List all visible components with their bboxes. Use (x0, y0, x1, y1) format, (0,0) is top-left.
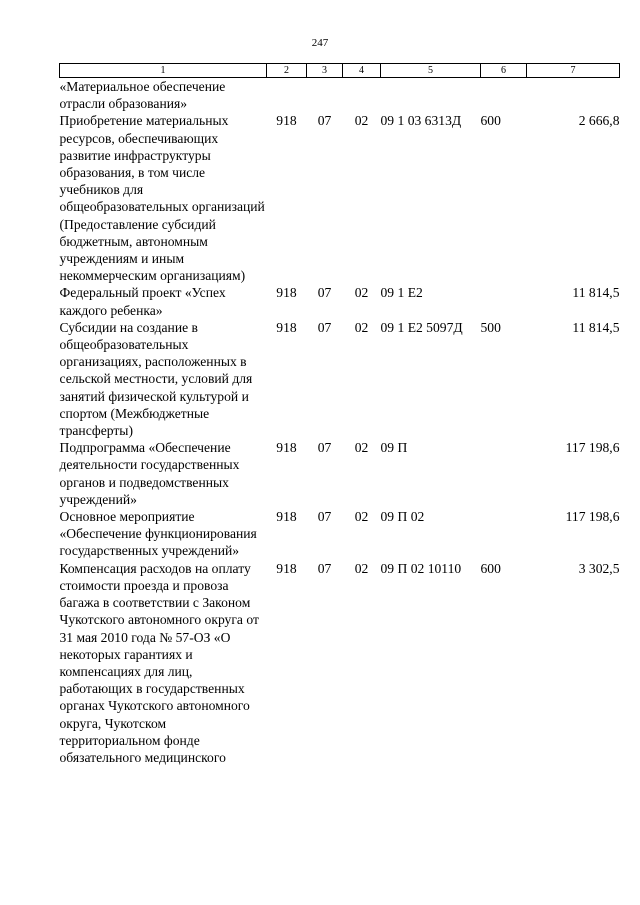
row-subsection-code: 02 (354, 560, 369, 576)
header-col-5: 5 (381, 64, 481, 78)
row-target-code: 09 1 03 6313Д (380, 113, 462, 129)
row-subsection-code: 02 (354, 319, 369, 335)
budget-table (59, 63, 620, 766)
row-section-code: 07 (317, 560, 332, 576)
row-section-code: 07 (317, 319, 332, 335)
table-row (60, 112, 620, 284)
row-name: Основное мероприятие «Обеспечение функционирования государственных учреждений» (59, 509, 257, 559)
row-amount: 11 814,5 (572, 285, 620, 301)
row-target-code: 09 1 Е2 (380, 285, 423, 301)
header-col-1: 1 (60, 64, 267, 78)
row-amount: 117 198,6 (565, 440, 620, 456)
row-ministry-code: 918 (276, 113, 297, 129)
row-expense-type: 600 (480, 113, 501, 129)
table-row (60, 508, 620, 560)
row-subsection-code (343, 78, 381, 113)
row-section-code: 07 (317, 285, 332, 301)
header-col-4: 4 (343, 64, 381, 78)
row-amount: 3 302,5 (578, 560, 620, 576)
row-target-code: 09 П 02 (380, 509, 425, 525)
row-subsection-code: 02 (354, 440, 369, 456)
row-amount: 117 198,6 (565, 509, 620, 525)
row-section-code (307, 78, 343, 113)
header-col-7: 7 (527, 64, 620, 78)
row-target-code: 09 1 Е2 5097Д (380, 319, 463, 335)
row-name: Подпрограмма «Обеспечение деятельности государственных органов и подведомственных учреждений» (59, 440, 240, 507)
header-col-6: 6 (481, 64, 527, 78)
row-expense-type (481, 284, 527, 318)
row-name: Федеральный проект «Успех каждого ребенка» (59, 285, 226, 318)
row-name: Субсидии на создание в общеобразовательных организациях, расположенных в сельской местности, условий для занятий физической культурой и спортом (Межбюджетные трансферты) (59, 319, 253, 439)
row-ministry-code: 918 (276, 440, 297, 456)
header-col-3: 3 (307, 64, 343, 78)
row-target-code (381, 78, 481, 113)
row-amount (527, 78, 620, 113)
row-ministry-code: 918 (276, 560, 297, 576)
row-name: Приобретение материальных ресурсов, обеспечивающих развитие инфраструктуры образования, в том числе учебников для общеобразовательных организаций (Предоставление субсидий бюджетным, автономным учреждениям и иным некоммерческим организациям) (59, 113, 265, 284)
row-expense-type: 500 (480, 319, 501, 335)
table-row (60, 78, 620, 113)
table-row (60, 560, 620, 766)
row-name: Компенсация расходов на оплату стоимости проезда и провоза багажа в соответствии с Законом Чукотского автономного округа от 31 мая 2010 года № 57-ОЗ «О некоторых гарантиях и компенсациях для лиц, работающих в государственных органах Чукотского автономного округа, Чукотском территориальном фонде обязательного медицинского (59, 560, 259, 765)
row-ministry-code: 918 (276, 319, 297, 335)
row-section-code: 07 (317, 509, 332, 525)
row-name: «Материальное обеспечение отрасли образования» (59, 79, 226, 112)
header-col-2: 2 (267, 64, 307, 78)
row-section-code: 07 (317, 440, 332, 456)
row-target-code: 09 П (380, 440, 408, 456)
table-row (60, 439, 620, 508)
row-ministry-code (267, 78, 307, 113)
row-amount: 11 814,5 (572, 319, 620, 335)
row-amount: 2 666,8 (578, 113, 620, 129)
row-subsection-code: 02 (354, 509, 369, 525)
table-row (60, 319, 620, 439)
row-subsection-code: 02 (354, 113, 369, 129)
row-ministry-code: 918 (276, 509, 297, 525)
page-number: 247 (311, 37, 329, 49)
row-subsection-code: 02 (354, 285, 369, 301)
header-row (60, 64, 620, 78)
row-expense-type (481, 508, 527, 560)
row-expense-type (481, 78, 527, 113)
table-body (60, 78, 620, 767)
table-header (60, 64, 620, 78)
table-row (60, 284, 620, 318)
row-section-code: 07 (317, 113, 332, 129)
row-expense-type: 600 (480, 560, 501, 576)
row-target-code: 09 П 02 10110 (380, 560, 462, 576)
row-expense-type (481, 439, 527, 508)
row-ministry-code: 918 (276, 285, 297, 301)
